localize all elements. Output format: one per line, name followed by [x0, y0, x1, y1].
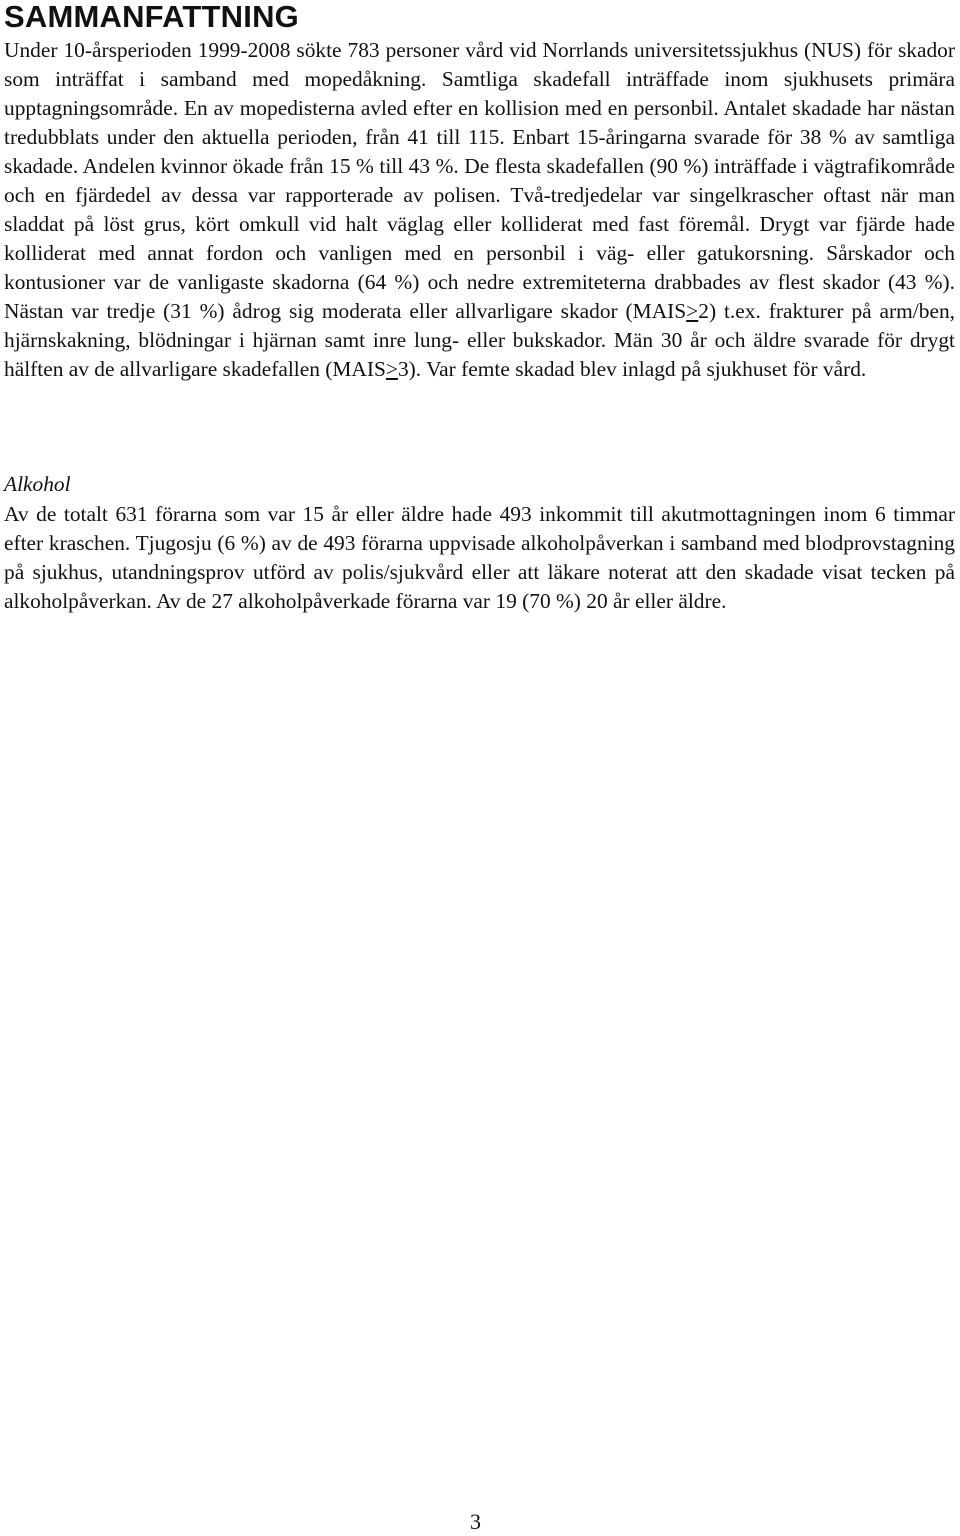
page-number: 3 — [470, 1509, 481, 1534]
summary-text-part-1: Under 10-årsperioden 1999-2008 sökte 783 personer vård vid Norrlands universitetssjukhus (NUS) för skador som inträffat i samband med mopedåkning. Samtliga skadefall inträffade inom sjukhusets primära upptagningsområde. En av mopedisterna avled efter en kollision med en personbil. Antalet skadade har nästan tredubblats under den aktuella perioden, från 41 till 115. Enbart 15-åringarna svarade för 38 % av samtliga skadade. Andelen kvinnor ökade från 15 % till 43 %. De flesta skadefallen (90 %) inträffade i vägtrafikområde och en fjärdedel av dessa var rapporterade av polisen. Två-tredjedelar var singelkrascher oftast när man sladdat på löst grus, kört omkull vid halt väglag eller kolliderat med fast föremål. Drygt var fjärde hade kolliderat med annat fordon och vanligen med en personbil i väg- eller gatukorsning. Sårskador och kontusioner var de vanligaste skadorna (64 %) och nedre extremiteterna drabbades av flest skador (43 %). Nästan var tredje (31 %) ådrog sig moderata eller allvarligare skador (MAIS — [4, 38, 955, 323]
section-title: SAMMANFATTNING — [4, 0, 299, 34]
greater-equal-symbol: > — [385, 357, 398, 381]
summary-text-part-3: 3). Var femte skadad blev inlagd på sjukhuset för vård. — [397, 357, 867, 381]
greater-equal-symbol: > — [686, 299, 699, 323]
summary-text-part-2: 2) t.ex. frakturer på arm/ben, hjärnskakning, blödningar i hjärnan samt inre lung- eller bukskador. Män 30 år och äldre svarade för drygt hälften av de allvarligare skadefallen (MAIS — [4, 299, 955, 381]
alcohol-heading: Alkohol — [4, 472, 71, 496]
summary-paragraph — [4, 36, 955, 384]
alcohol-paragraph: Av de totalt 631 förarna som var 15 år eller äldre hade 493 inkommit till akutmottagningen inom 6 timmar efter kraschen. Tjugosju (6 %) av de 493 förarna uppvisade alkoholpåverkan i samband med blodprovstagning på sjukhus, utandningsprov utförd av polis/sjukvård eller att läkare noterat att den skadade visat tecken på alkoholpåverkan. Av de 27 alkoholpåverkade förarna var 19 (70 %) 20 år eller äldre. — [4, 502, 955, 613]
